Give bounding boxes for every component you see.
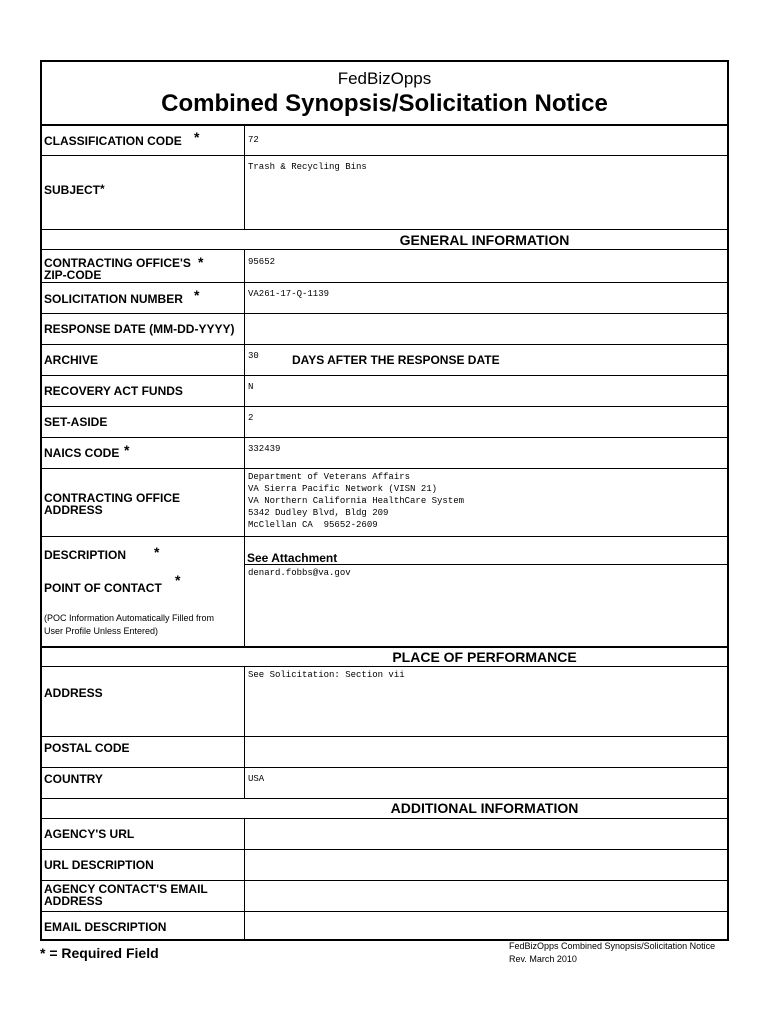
email-description-field[interactable] (244, 912, 727, 941)
office-address-line: Department of Veterans Affairs (248, 472, 411, 482)
subject-field[interactable] (244, 156, 727, 229)
place-address-label: ADDRESS (44, 686, 103, 700)
row-agency-url (42, 818, 727, 849)
section-general-information (42, 229, 727, 249)
archive-suffix: DAYS AFTER THE RESPONSE DATE (292, 353, 500, 367)
row-response-date (42, 313, 727, 344)
office-address-label-line2: ADDRESS (44, 503, 103, 517)
country-field[interactable] (244, 768, 727, 798)
office-address-label-line1: CONTRACTING OFFICE (44, 491, 180, 505)
form-revision: Rev. March 2010 (509, 954, 577, 964)
office-address-line: VA Sierra Pacific Network (VISN 21) (248, 484, 438, 494)
set-aside-value: 2 (248, 413, 254, 423)
required-marker: * (194, 287, 200, 303)
place-address-value: See Solicitation: Section vii (248, 670, 405, 680)
section-title: ADDITIONAL INFORMATION (390, 800, 579, 816)
row-contracting-office-address (42, 468, 727, 536)
description-field[interactable] (244, 537, 727, 564)
required-marker: * (175, 572, 181, 588)
row-url-description (42, 849, 727, 880)
archive-label: ARCHIVE (44, 353, 99, 367)
solicitation-form (40, 60, 729, 941)
naics-value: 332439 (248, 444, 281, 454)
recovery-act-value: N (248, 382, 254, 392)
form-footer (509, 940, 715, 966)
form-title: Combined Synopsis/Solicitation Notice (161, 90, 608, 117)
row-naics-code (42, 437, 727, 468)
zip-label-line1: CONTRACTING OFFICE'S (44, 256, 191, 270)
row-classification-code (42, 124, 727, 155)
poc-note-line1: (POC Information Automatically Filled from (44, 613, 215, 623)
agency-email-label-line2: ADDRESS (44, 894, 103, 908)
agency-url-label: AGENCY'S URL (44, 827, 135, 841)
row-subject (42, 155, 727, 229)
site-name: FedBizOpps (337, 69, 432, 88)
section-title: GENERAL INFORMATION (399, 232, 570, 248)
form-name: FedBizOpps Combined Synopsis/Solicitation Notice (509, 941, 716, 951)
section-title: PLACE OF PERFORMANCE (392, 649, 577, 665)
row-place-address (42, 666, 727, 736)
recovery-act-field[interactable] (244, 376, 727, 406)
required-marker: * (124, 442, 130, 458)
postal-code-field[interactable] (244, 737, 727, 767)
zip-code-value: 95652 (248, 257, 276, 267)
agency-url-field[interactable] (244, 819, 727, 849)
office-address-line: 5342 Dudley Blvd, Bldg 209 (248, 508, 389, 518)
solicitation-number-value: VA261-17-Q-1139 (248, 289, 330, 299)
response-date-field[interactable] (244, 314, 727, 344)
section-place-of-performance (42, 646, 727, 666)
solicitation-number-field[interactable] (244, 283, 727, 313)
agency-email-label-line1: AGENCY CONTACT'S EMAIL (44, 882, 208, 896)
subject-value: Trash & Recycling Bins (248, 162, 367, 172)
required-marker: * (100, 182, 105, 196)
row-email-description (42, 911, 727, 941)
place-address-field[interactable] (244, 667, 727, 736)
archive-value: 30 (248, 351, 259, 361)
zip-code-field[interactable] (244, 250, 727, 282)
row-country (42, 767, 727, 798)
url-description-field[interactable] (244, 850, 727, 880)
naics-field[interactable] (244, 438, 727, 468)
agency-email-field[interactable] (244, 881, 727, 911)
subject-label: SUBJECT (44, 183, 101, 197)
naics-label: NAICS CODE (44, 446, 120, 460)
row-recovery-act-funds (42, 375, 727, 406)
row-postal-code (42, 736, 727, 767)
row-solicitation-number (42, 282, 727, 313)
zip-label-line2: ZIP-CODE (44, 268, 102, 282)
row-archive (42, 344, 727, 375)
poc-field[interactable] (244, 564, 727, 646)
required-marker: * (194, 129, 200, 145)
required-marker: * (154, 544, 160, 560)
poc-note-line2: User Profile Unless Entered) (44, 626, 159, 636)
poc-label: POINT OF CONTACT (44, 581, 162, 595)
row-description (42, 536, 727, 564)
row-zip-code (42, 249, 727, 282)
classification-code-label: CLASSIFICATION CODE (44, 134, 182, 148)
email-description-label: EMAIL DESCRIPTION (44, 920, 167, 934)
row-point-of-contact (42, 564, 727, 646)
office-address-field[interactable] (244, 469, 727, 536)
office-address-line: VA Northern California HealthCare System (248, 496, 465, 506)
office-address-line: McClellan CA 95652-2609 (248, 520, 378, 530)
description-value: See Attachment (247, 551, 338, 565)
required-marker: * (198, 254, 204, 270)
solicitation-number-label: SOLICITATION NUMBER (44, 292, 183, 306)
row-set-aside (42, 406, 727, 437)
description-label: DESCRIPTION (44, 548, 127, 562)
archive-field[interactable] (244, 345, 727, 375)
set-aside-label: SET-ASIDE (44, 415, 108, 429)
recovery-act-label: RECOVERY ACT FUNDS (44, 384, 183, 398)
country-value: USA (248, 774, 265, 784)
response-date-label: RESPONSE DATE (MM-DD-YYYY) (44, 322, 235, 336)
section-additional-information (42, 798, 727, 818)
required-field-note: * = Required Field (40, 945, 159, 961)
poc-value: denard.fobbs@va.gov (248, 568, 351, 578)
country-label: COUNTRY (44, 772, 103, 786)
postal-code-label: POSTAL CODE (44, 741, 130, 755)
classification-code-field[interactable] (244, 126, 727, 155)
set-aside-field[interactable] (244, 407, 727, 437)
url-description-label: URL DESCRIPTION (44, 858, 154, 872)
classification-code-value: 72 (248, 135, 259, 145)
row-agency-contact-email (42, 880, 727, 911)
